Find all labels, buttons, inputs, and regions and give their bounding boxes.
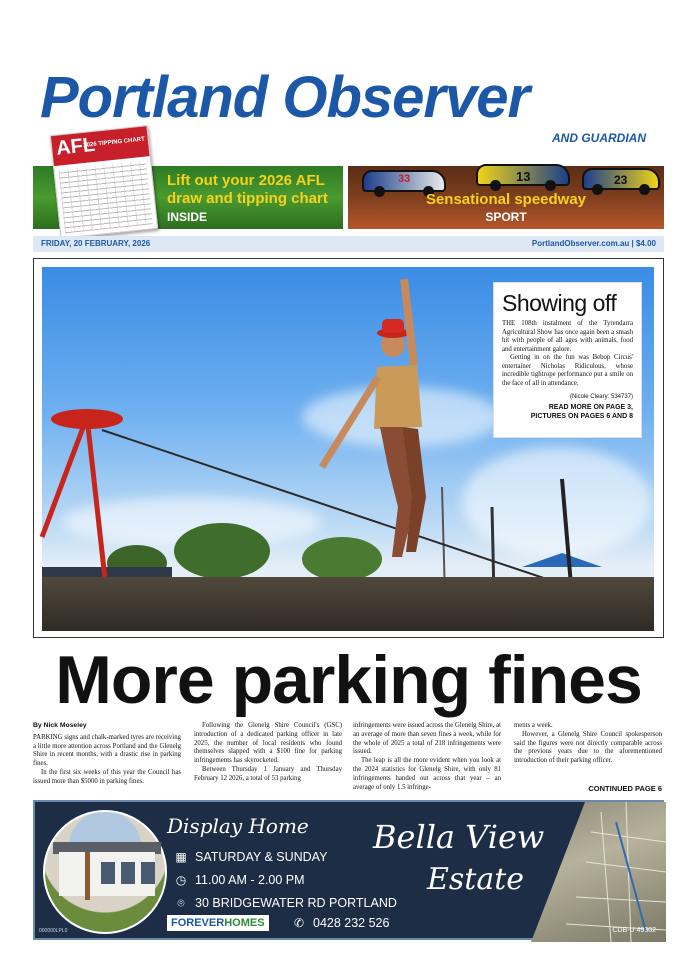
speedway-car [476,164,570,186]
display-home-title: Display Home [167,814,309,838]
story-paragraph: The leap is all the more evident when you look at the 2024 statistics for Glenelg Shire, with only 81 infringements handed out across that year – an average of only 1.5 infringe- [353,757,501,791]
story-paragraph: infringements were issued across the Glenelg Shire, at an average of more than seven fines a week, while for the whole of 2025 a total of 218 infringements were issued. [353,722,501,756]
lead-headline: More parking fines [55,642,642,718]
masthead-title: Portland Observer [40,65,530,130]
story-column [194,722,342,784]
location-pin-icon: ⌾ [177,896,185,910]
read-more-link[interactable] [502,403,633,421]
dateline-bar [33,236,664,252]
promo-speedway[interactable] [348,166,664,229]
masthead-subtitle: AND GUARDIAN [552,131,646,145]
brand-part-b: HOMES [224,917,265,929]
promo-afl[interactable] [33,133,343,229]
feature-title: Showing off [502,290,617,316]
phone-icon: ✆ [293,916,305,930]
calendar-icon: ▦ [175,850,187,864]
promo-speedway-tag: SPORT [485,210,527,224]
afl-tipping-chart-thumbnail [50,125,158,239]
read-more-line1: READ MORE ON PAGE 3, [548,404,633,411]
brand-part-a: FOREVER [171,917,225,929]
car-number: 13 [516,169,531,184]
story-paragraph: Following the Glenelg Shire Council's (GSC) introduction of a dedicated parking officer in late 2025, the number of local residents who found themselves slapped with a $100 fine for parking infringements has skyrocketed. [194,722,342,765]
story-paragraph: Between Thursday 1 January and Thursday February 12 2026, a total of 53 parking [194,765,342,782]
tipping-chart-grid [58,160,152,233]
story-paragraph: In the first six weeks of this year the Council has issued more than $5000 in parking fines. [33,768,181,785]
speedway-car [582,168,660,190]
estate-name: Bella View [373,818,545,856]
story-column [33,722,181,787]
promo-afl-tag: INSIDE [167,210,208,224]
ad-reference: CDB-U 49302 [612,927,656,934]
story-column [353,722,501,792]
estate-map [531,802,666,942]
feature-body: THE 108th instalment of the Tyrendarra Agricultural Show has once again been a smash hit with people of all ages with animals, food and entertainment galore. [502,320,633,353]
byline: By Nick Moseley [33,722,87,729]
ad-days [173,850,327,864]
feature-box [493,282,642,438]
afl-card-title: AFL [51,126,150,166]
story-paragraph: However, a Glenelg Shire Council spokesperson said the figures were not directly comparable across the previous years due to the aforementioned introduction of their parking officer. [514,730,662,765]
display-home-ad[interactable] [33,800,664,940]
promo-afl-line1: Lift out your 2026 AFL [167,172,325,189]
estate-lot-lines [531,802,666,942]
ad-hours-text: 11.00 AM - 2.00 PM [195,873,305,887]
afl-card-sub: 2026 TIPPING CHART [83,136,146,149]
estate-suffix: Estate [427,862,525,897]
ad-address [173,896,397,911]
forever-homes-logo [167,915,269,931]
website-price[interactable]: PortlandObserver.com.au | $4.00 [531,239,656,248]
photo-credit: (Nicole Cleary: 534737) [569,394,633,400]
ad-address-text: 30 BRIDGEWATER RD PORTLAND [195,896,397,910]
feature-body: Getting in on the fun was Bebop Circus' entertainer Nicholas Ridiculous, whose incredible tightrope performance put a smile on the face of all in attendance. [502,354,633,387]
promo-afl-line2: draw and tipping chart [167,190,328,207]
promo-afl-headline [167,172,328,208]
ad-days-text: SATURDAY & SUNDAY [195,850,328,864]
clock-icon: ◷ [175,873,187,887]
story-columns [33,722,664,794]
car-number: 23 [614,173,628,187]
continued-link[interactable]: CONTINUED PAGE 6 [588,784,662,793]
story-paragraph: ments a week. [514,722,553,729]
ad-code: 000000LPL0 [39,928,68,934]
ad-hours [173,873,305,887]
ad-phone-text: 0428 232 526 [313,916,390,930]
house-photo [43,810,167,934]
read-more-line2: PICTURES ON PAGES 6 AND 8 [530,413,633,420]
car-number: 33 [398,173,411,185]
story-column [514,722,662,766]
issue-date: FRIDAY, 20 FEBRUARY, 2026 [41,239,151,248]
ad-phone[interactable] [291,916,389,930]
promo-speedway-headline: Sensational speedway [425,191,587,208]
story-paragraph: PARKING signs and chalk-marked tyres are receiving a little more attention across Portland and the Glenelg Shire in recent months, with a drastic rise in parking fines. [33,733,181,768]
crowd [42,577,654,631]
